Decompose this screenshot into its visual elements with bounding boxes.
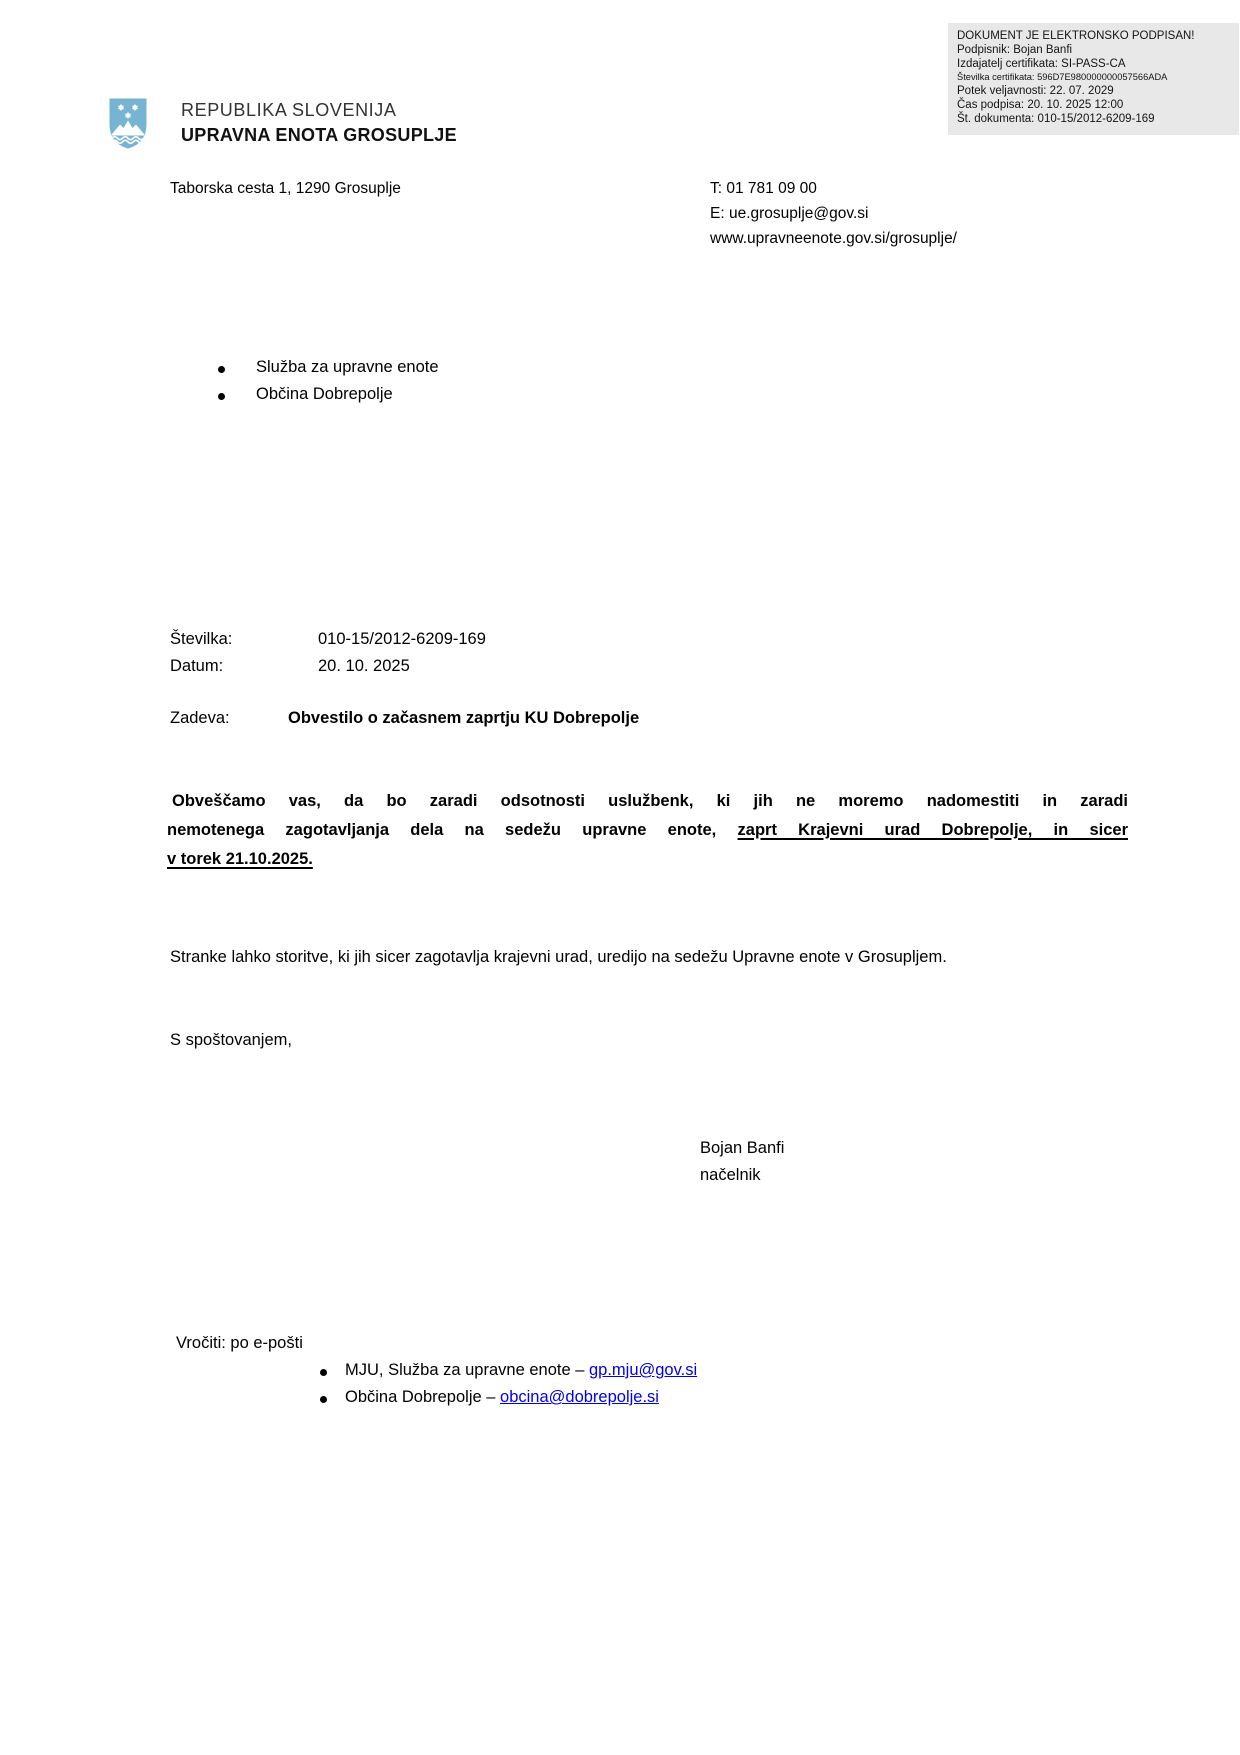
email-link[interactable]: obcina@dobrepolje.si bbox=[500, 1388, 659, 1406]
recipient-item: Služba za upravne enote bbox=[256, 358, 439, 376]
org-office: UPRAVNA ENOTA GROSUPLJE bbox=[181, 125, 457, 145]
closing-salutation: S spoštovanjem, bbox=[170, 1031, 292, 1049]
stamp-line: Številka certifikata: 596D7E980000000057566ADA bbox=[957, 72, 1168, 83]
date-value: 20. 10. 2025 bbox=[318, 657, 410, 675]
stamp-line: Čas podpisa: 20. 10. 2025 12:00 bbox=[957, 98, 1124, 111]
stamp-line: Podpisnik: Bojan Banfi bbox=[957, 43, 1073, 56]
body-paragraph-1 bbox=[167, 787, 1128, 873]
email-link[interactable]: gp.mju@gov.si bbox=[588, 1361, 698, 1379]
office-website: www.upravneenote.gov.si/grosuplje/ bbox=[710, 230, 957, 247]
recipient-item: Občina Dobrepolje bbox=[256, 385, 393, 403]
delivery-heading: Vročiti: po e-pošti bbox=[176, 1334, 303, 1352]
bullet-icon bbox=[320, 1396, 327, 1403]
body-paragraph-2: Stranke lahko storitve, ki jih sicer zagotavlja krajevni urad, uredijo na sedežu Upravne enote v Grosupljem. bbox=[170, 948, 947, 966]
body-line bbox=[167, 816, 1128, 845]
ref-number-label: Številka: bbox=[170, 630, 233, 648]
delivery-item-text: MJU, Služba za upravne enote – bbox=[345, 1361, 589, 1379]
office-email: E: ue.grosuplje@gov.si bbox=[710, 205, 869, 222]
bullet-icon bbox=[218, 366, 225, 373]
org-country: REPUBLIKA SLOVENIJA bbox=[181, 100, 397, 120]
delivery-item-text: Občina Dobrepolje – bbox=[345, 1388, 501, 1406]
underlined-text: v torek 21.10.2025. bbox=[167, 849, 313, 868]
delivery-item bbox=[345, 1388, 659, 1407]
stamp-line: Izdajatelj certifikata: SI-PASS-CA bbox=[957, 57, 1126, 70]
office-phone: T: 01 781 09 00 bbox=[710, 180, 817, 197]
bullet-icon bbox=[320, 1369, 327, 1376]
office-address: Taborska cesta 1, 1290 Grosuplje bbox=[170, 180, 401, 197]
ref-number-value: 010-15/2012-6209-169 bbox=[318, 630, 486, 648]
signer-title: načelnik bbox=[700, 1166, 761, 1184]
stamp-line: Potek veljavnosti: 22. 07. 2029 bbox=[957, 85, 1114, 98]
delivery-item bbox=[345, 1361, 697, 1380]
body-text: nemotenega zagotavljanja dela na sedežu upravne enote, bbox=[167, 820, 738, 839]
signer-name: Bojan Banfi bbox=[700, 1139, 785, 1157]
e-signature-stamp bbox=[948, 23, 1239, 135]
stamp-line: Št. dokumenta: 010-15/2012-6209-169 bbox=[957, 112, 1155, 125]
body-line: Obveščamo vas, da bo zaradi odsotnosti uslužbenk, ki jih ne moremo nadomestiti in zaradi bbox=[172, 792, 1128, 810]
stamp-line: DOKUMENT JE ELEKTRONSKO PODPISAN! bbox=[957, 30, 1195, 42]
bullet-icon bbox=[218, 393, 225, 400]
slovenia-coat-of-arms-icon bbox=[108, 97, 148, 150]
subject-value: Obvestilo o začasnem zaprtju KU Dobrepolje bbox=[288, 709, 640, 727]
underlined-text: zaprt Krajevni urad Dobrepolje, in sicer bbox=[737, 820, 1128, 839]
date-label: Datum: bbox=[170, 657, 224, 675]
subject-label: Zadeva: bbox=[170, 709, 230, 727]
body-line bbox=[167, 845, 1128, 874]
